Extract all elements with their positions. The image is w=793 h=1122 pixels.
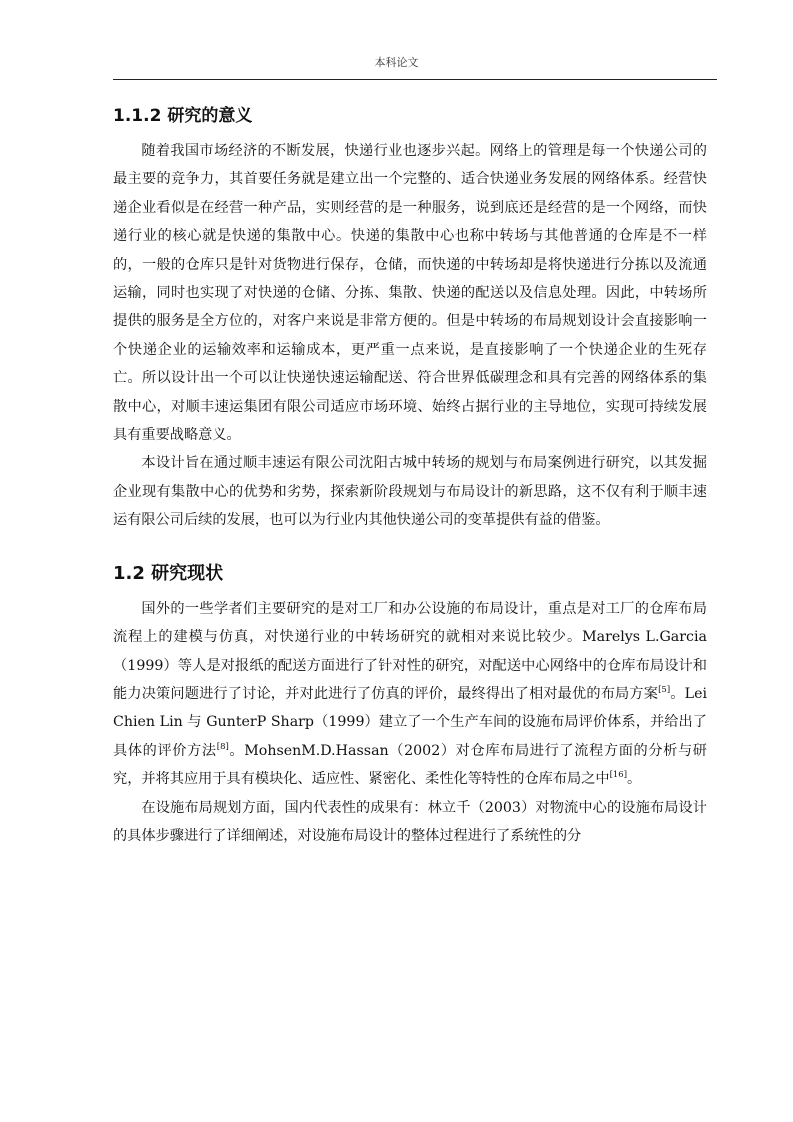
paragraph-text: 。MohsenM.D.Hassan（2002）对仓库布局进行了流程方面的分析与研究，并将其应用于具有模块化、适应性、紧密化、柔性化等特性的仓库布局之中 [113,742,707,788]
paragraph: 在设施布局规划方面，国内代表性的成果有：林立千（2003）对物流中心的设施布局设计的具体步骤进行了详细阐述，对设施布局设计的整体过程进行了系统性的分 [113,799,707,844]
paragraph: 随着我国市场经济的不断发展，快递行业也逐步兴起。网络上的管理是每一个快递公司的最主要的竞争力，其首要任务就是建立出一个完整的、适合快递业务发展的网络体系。经营快递企业看似是在经营一种产品，实则经营的是一种服务，说到底还是经营的是一个网络，而快递行业的核心就是快递的集散中心。快递的集散中心也称中转场与其他普通的仓库是不一样的，一般的仓库只是针对货物进行保存，仓储，而快递的中转场却是将快递进行分拣以及流通运输，同时也实现了对快递的仓储、分拣、集散、快递的配送以及信息处理。因此，中转场所提供的服务是全方位的，对客户来说是非常方便的。但是中转场的布局规划设计会直接影响一个快递企业的运输效率和运输成本，更严重一点来说，是直接影响了一个快递企业的生死存亡。所以设计出一个可以让快递快速运输配送、符合世界低碳理念和具有完善的网络体系的集散中心，对顺丰速运集团有限公司适应市场环境、始终占据行业的主导地位，实现可持续发展具有重要战略意义。 [113,143,707,444]
citation-ref: [8] [216,741,229,752]
section-heading-1-1-2: 1.1.2 研究的意义 [113,106,253,126]
section-heading-1-2: 1.2 研究现状 [113,562,224,584]
paragraph-with-citations [113,595,707,794]
citation-ref: [5] [658,684,671,695]
paragraph-text: 国外的一些学者们主要研究的是对工厂和办公设施的布局设计，重点是对工厂的仓库布局流程上的建模与仿真，对快递行业的中转场研究的就相对来说比较少。Marelys L.Garcia（1999）等人是对报纸的配送方面进行了针对性的研究，对配送中心网络中的仓库布局设计和能力决策问题进行了讨论，并对此进行了仿真的评价，最终得出了相对最优的布局方案 [113,600,707,702]
paragraph-text: 。Lei Chien Lin 与 GunterP Sharp（1999）建立了一个生产车间的设施布局评价体系，并给出了具体的评价方法 [113,685,707,759]
paragraph: 本设计旨在通过顺丰速运有限公司沈阳古城中转场的规划与布局案例进行研究，以其发掘企业现有集散中心的优势和劣势，探索新阶段规划与布局设计的新思路，这不仅有利于顺丰速运有限公司后续的发展，也可以为行业内其他快递公司的变革提供有益的借鉴。 [113,455,707,529]
paragraph-text: 。 [627,771,642,788]
citation-ref: [16] [609,770,628,781]
document-body [113,97,707,850]
header-divider [113,79,717,80]
page-header: 本科论文 [374,56,419,69]
